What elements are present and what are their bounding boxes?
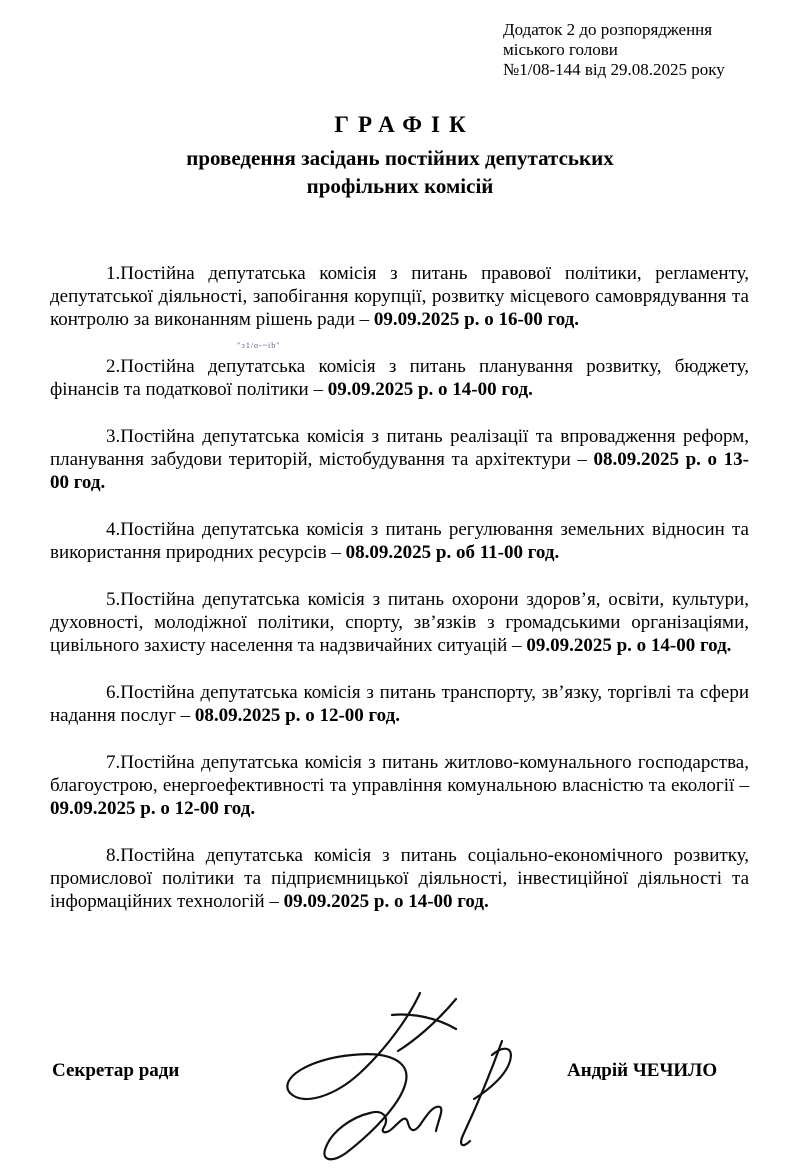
commission-description: 4.Постійна депутатська комісія з питань регулювання земельних відносин та використання природних ресурсів – [50,519,749,563]
commission-item [50,518,749,564]
annex-line-1: Додаток 2 до розпорядження [503,20,713,39]
commission-list [50,262,749,937]
annex-line-2: міського голови [503,40,618,59]
commission-description: 5.Постійна депутатська комісія з питань охорони здоров’я, освіти, культури, духовності, молодіжної політики, спорту, зв’язків з громадськими організаціями, цивільного захисту населення та надзвичайних ситуацій – [50,589,749,656]
commission-item [50,355,749,401]
signatory-position: Секретар ради [52,1060,180,1081]
commission-description: 2.Постійна депутатська комісія з питань планування розвитку, бюджету, фінансів та податкової політики – [50,356,749,400]
commission-item [50,681,749,727]
commission-schedule: 09.09.2025 р. о 12-00 год. [50,798,256,819]
annex-note [503,20,793,80]
document-subtitle-line-1: проведення засідань постійних депутатських [186,146,614,170]
commission-schedule: 09.09.2025 р. о 16-00 год. [373,309,580,330]
commission-schedule: 08.09.2025 р. о 13-00 год. [50,449,749,493]
faint-stamp-mark: "ↄ1/o-~ib" [237,341,281,350]
commission-schedule: 08.09.2025 р. об 11-00 год. [345,542,560,563]
document-title-block [0,110,800,200]
commission-item [50,425,749,494]
commission-item [50,844,749,913]
document-title: ГРАФІК [334,112,475,137]
commission-description: 1.Постійна депутатська комісія з питань правової політики, регламенту, депутатської діяльності, запобігання корупції, розвитку місцевого самоврядування та контролю за виконанням рішень ради – [50,263,749,330]
commission-item [50,751,749,820]
commission-description: 8.Постійна депутатська комісія з питань соціально-економічного розвитку, промислової політики та підприємницької діяльності, інвестиційної діяльності та інформаційних технологій – [50,845,749,912]
commission-schedule: 09.09.2025 р. о 14-00 год. [526,635,732,656]
document-subtitle-line-2: профільних комісій [306,174,494,198]
commission-item [50,262,749,331]
handwritten-signature [260,985,530,1165]
commission-schedule: 08.09.2025 р. о 12-00 год. [194,705,400,726]
commission-schedule: 09.09.2025 р. о 14-00 год. [327,379,533,400]
commission-description: 6.Постійна депутатська комісія з питань транспорту, зв’язку, торгівлі та сфери надання послуг – [50,682,749,726]
annex-line-3: №1/08-144 від 29.08.2025 року [503,60,725,79]
commission-schedule: 09.09.2025 р. о 14-00 год. [283,891,489,912]
commission-item [50,588,749,657]
commission-description: 7.Постійна депутатська комісія з питань житлово-комунального господарства, благоустрою, енергоефективності та управління комунальною власністю та екології – [50,752,749,796]
signatory-name: Андрій ЧЕЧИЛО [567,1060,718,1081]
commission-description: 3.Постійна депутатська комісія з питань реалізації та впровадження реформ, планування забудови територій, містобудування та архітектури – [50,426,749,470]
